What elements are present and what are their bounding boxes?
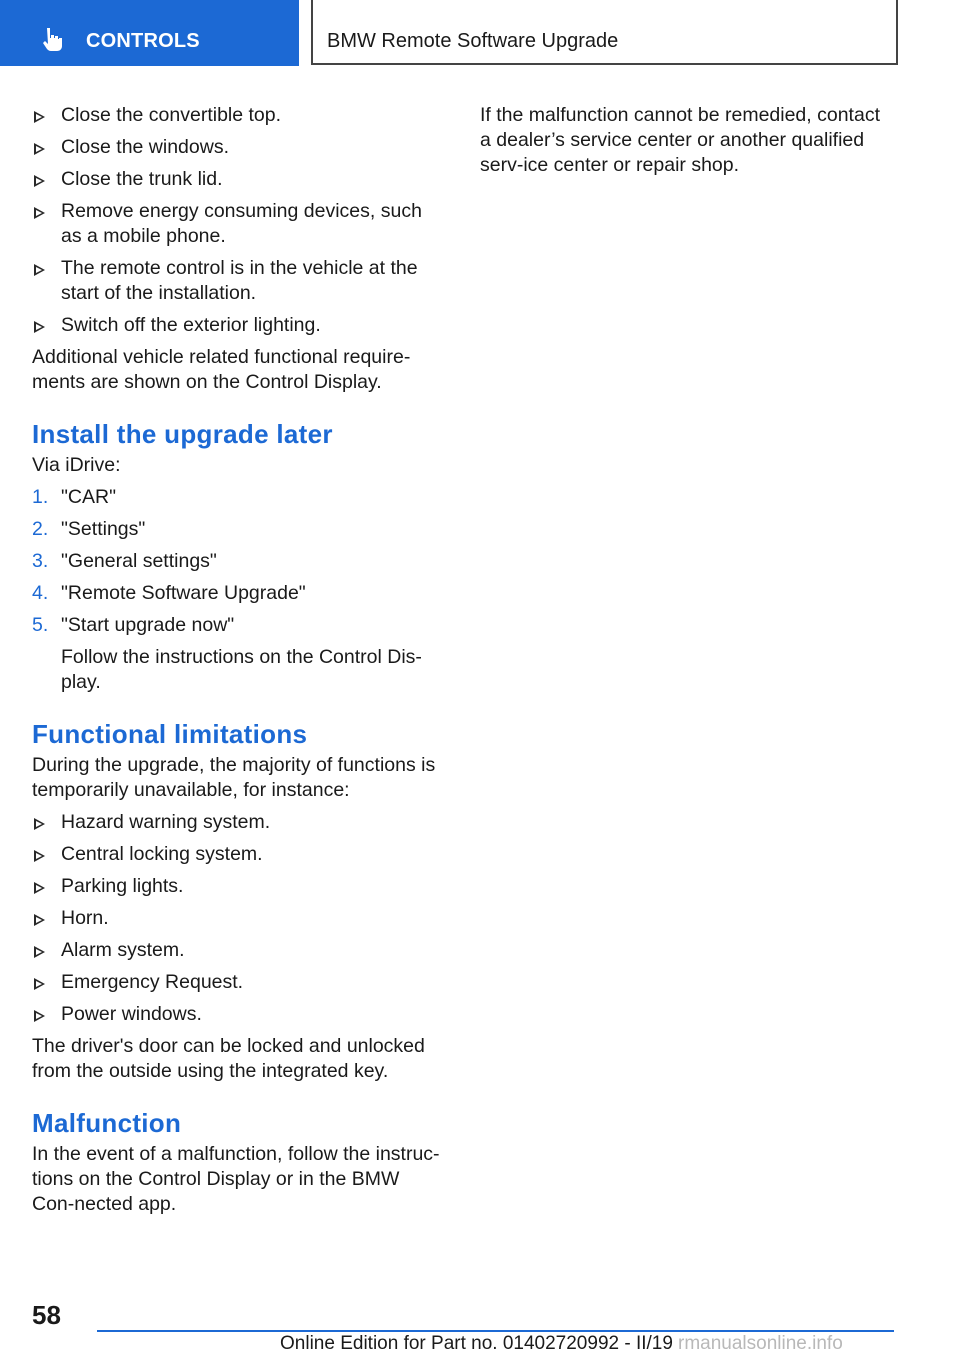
list-item: Close the windows. [32,135,444,160]
left-column [32,103,444,1224]
list-item: Close the trunk lid. [32,167,444,192]
list-item: The remote control is in the vehicle at the start of the installation. [32,256,444,306]
section-title-box [311,0,898,65]
heading-malfunction: Malfunction [32,1108,182,1138]
via-idrive-text: Via iDrive: [32,454,121,476]
list-item: Alarm system. [32,938,444,963]
triangle-bullet-icon [34,914,45,926]
triangle-bullet-icon [34,1010,45,1022]
limitations-bullet-list [32,810,444,1027]
triangle-bullet-icon [34,143,45,155]
list-item: Remove energy consuming devices, such as a mobile phone. [32,199,444,249]
triangle-bullet-icon [34,175,45,187]
list-item: Hazard warning system. [32,810,444,835]
list-item: Power windows. [32,1002,444,1027]
section-label: CONTROLS [86,30,200,52]
limitations-intro: During the upgrade, the majority of functions is temporarily unavailable, for instance: [32,754,436,801]
triangle-bullet-icon [34,850,45,862]
triangle-bullet-icon [34,111,45,123]
footer-watermark: rmanualsonline.info [678,1333,843,1354]
right-column [480,103,895,185]
steps-list [32,485,444,695]
triangle-bullet-icon [34,946,45,958]
list-item: Horn. [32,906,444,931]
section-tab [0,0,299,66]
step-item: 2. "Settings" [32,518,146,540]
footer-divider [97,1330,894,1332]
step-item: 1. "CAR" [32,486,117,508]
triangle-bullet-icon [34,882,45,894]
list-item: Switch off the exterior lighting. [32,313,444,338]
footer-edition: Online Edition for Part no. 01402720992 - II/19 [280,1333,673,1354]
triangle-bullet-icon [34,321,45,333]
hand-pointer-icon [40,26,66,52]
page-number: 58 [32,1300,61,1330]
triangle-bullet-icon [34,818,45,830]
list-item: Central locking system. [32,842,444,867]
malfunction-contact-text: If the malfunction cannot be remedied, contact a dealer’s service center or another qualified serv‐ice center or repair shop. [480,104,880,176]
intro-bullet-list [32,103,444,338]
limitations-note: The driver's door can be locked and unlocked from the outside using the integrated key. [32,1035,425,1082]
heading-install-later: Install the upgrade later [32,419,333,449]
section-title: BMW Remote Software Upgrade [327,30,619,52]
step-instruction: Follow the instructions on the Control Dis‐play. [61,646,422,693]
step-item: 4. "Remote Software Upgrade" [32,582,306,604]
list-item: Emergency Request. [32,970,444,995]
triangle-bullet-icon [34,978,45,990]
malfunction-text: In the event of a malfunction, follow the instruc‐tions on the Control Display or in the BMW Con‐nected app. [32,1143,440,1215]
list-item: Close the convertible top. [32,103,444,128]
step-item: 5. "Start upgrade now" Follow the instructions on the Control Dis‐play. [32,613,444,695]
intro-note: Additional vehicle related functional require‐ments are shown on the Control Display. [32,346,411,393]
list-item: Parking lights. [32,874,444,899]
triangle-bullet-icon [34,264,45,276]
heading-functional-limitations: Functional limitations [32,719,308,749]
triangle-bullet-icon [34,207,45,219]
step-item: 3. "General settings" [32,550,217,572]
